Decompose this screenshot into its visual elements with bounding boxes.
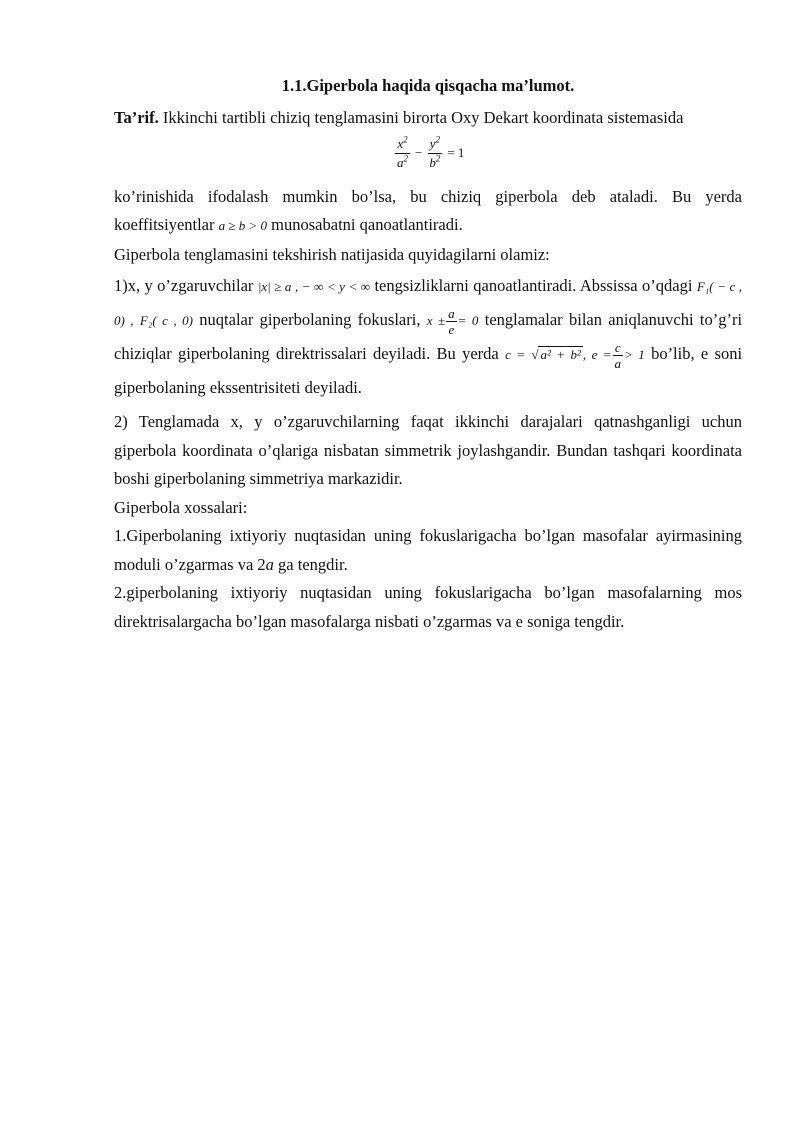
- paragraph-intro: Giperbola tenglamasini tekshirish natijasida quyidagilarni olamiz:: [114, 244, 550, 264]
- section-title: 1.1.Giperbola haqida qisqacha ma’lumot.: [281, 76, 575, 95]
- paragraph-definition-cont: ko’rinishida ifodalash mumkin bo’lsa, bu chiziq giperbola deb ataladi. Bu yerda koeffitsiyentlar a ≥ b > 0 munosabatni qanoatlantiradi.: [114, 186, 742, 234]
- eccentricity-formula: c = √ a² + b² , e = $\frac{c}{a}$ > 1: [505, 339, 645, 371]
- property-item-1: 1.Giperbolaning ixtiyoriy nuqtasidan uning fokuslarigacha bo’lgan masofalar ayirmasining moduli o’zgarmas va 2a ga tengdir.: [114, 526, 742, 574]
- definition-paragraph: [114, 104, 742, 133]
- x-fraction: $\frac{x^2}{a^2}$: [397, 134, 408, 170]
- definition-label: Ta’rif.: [114, 108, 159, 127]
- hyperbola-equation: $\frac{x^2}{a^2}$ − $\frac{y^2}{b^2}$ = 1: [397, 134, 465, 170]
- definition-text: Ikkinchi tartibli chiziq tenglamasini birorta Oxy Dekart koordinata sistemasida: [162, 108, 684, 127]
- paragraph-property-2: 2) Tenglamada x, y o’zgaruvchilarning faqat ikkinchi darajalari qatnashganligi uchun giperbola koordinata o’qlariga nisbatan simmetrik joylashgandir. Bundan tashqari koordinata boshi giperbolaning simmetriya markazidir.: [114, 412, 742, 488]
- document-page: [114, 72, 742, 636]
- focus-f2: F₂( c , 0): [139, 313, 193, 328]
- paragraph-property-1: 1)x, y o’zgaruvchilar |x| ≥ a , − ∞ < y < ∞ tengsizliklarni qanoatlantiradi. Abssissa o’qdagi F₁( − c , 0) , F₂( c , 0) nuqtalar giperbolaning fokuslari, x ± $\frac{a}{e}$ = 0 tenglamalar bilan aniqlanuvchi to’g’ri chiziqlar giperbolaning direktrissalari deyiladi. Bu yerda c = √ a² + b² , e = $\frac{c}{a}$ > 1 bo’lib, e soni giperbolaning ekssentrisiteti deyiladi.: [114, 276, 743, 397]
- focus-f1: F₁( − c , 0) ,: [114, 279, 743, 328]
- property-item-2: 2.giperbolaning ixtiyoriy nuqtasidan uning fokuslarigacha bo’lgan masofalarning mos direktrisalargacha bo’lgan masofalarga nisbati o’zgarmas va e soniga tengdir.: [114, 583, 742, 631]
- directrix-formula: x ± $\frac{a}{e}$ = 0: [426, 305, 479, 337]
- inequality-formula: |x| ≥ a , − ∞ < y < ∞: [257, 279, 371, 294]
- y-fraction: $\frac{y^2}{b^2}$: [429, 134, 441, 170]
- condition-formula: a ≥ b > 0: [218, 218, 268, 233]
- properties-heading: Giperbola xossalari:: [114, 497, 248, 517]
